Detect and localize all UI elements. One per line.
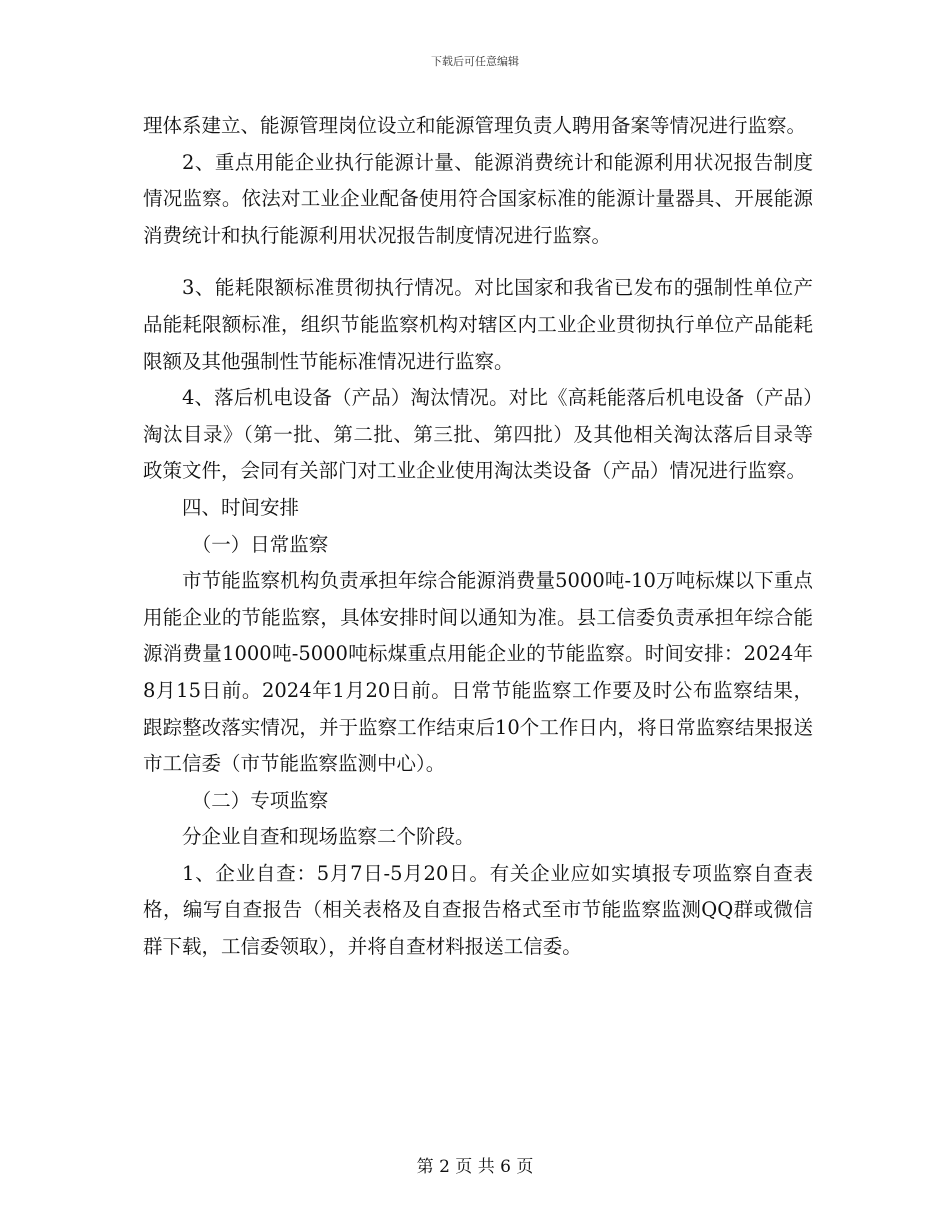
subheading-special-inspection: （二）专项监察: [191, 788, 329, 812]
section-heading-schedule: 四、时间安排: [182, 495, 300, 519]
subheading-daily-inspection: （一）日常监察: [191, 532, 329, 556]
paragraph-two-stages: 分企业自查和现场监察二个阶段。: [182, 825, 475, 849]
paragraph-item-3: 3、能耗限额标准贯彻执行情况。对比国家和我省已发布的强制性单位产品能耗限额标准，组织节能监察机构对辖区内工业企业贯彻执行单位产品能耗限额及其他强制性节能标准情况进行监察。: [143, 276, 813, 373]
paragraph-self-inspection: 1、企业自查：5月7日-5月20日。有关企业应如实填报专项监察自查表格，编写自查报告（相关表格及自查报告格式至市节能监察监测QQ群或微信群下载，工信委领取），并将自查材料报送工信委。: [143, 861, 813, 959]
paragraph-item-2: 2、重点用能企业执行能源计量、能源消费统计和能源利用状况报告制度情况监察。依法对工业企业配备使用符合国家标准的能源计量器具、开展能源消费统计和执行能源利用状况报告制度情况进行监察。: [143, 150, 813, 247]
paragraph-item-4: 4、落后机电设备（产品）淘汰情况。对比《高耗能落后机电设备（产品）淘汰目录》（第一批、第二批、第三批、第四批）及其他相关淘汰落后目录等政策文件，会同有关部门对工业企业使用淘汰类设备（产品）情况进行监察。: [143, 386, 813, 483]
document-body: [143, 108, 813, 966]
paragraph-continuation: 理体系建立、能源管理岗位设立和能源管理负责人聘用备案等情况进行监察。: [143, 114, 807, 137]
page-number-footer: 第 2 页 共 6 页: [416, 1157, 534, 1177]
page-header: 下载后可任意编辑: [431, 55, 519, 68]
paragraph-daily-inspection: 市节能监察机构负责承担年综合能源消费量5000吨-10万吨标煤以下重点用能企业的节能监察，具体安排时间以通知为准。县工信委负责承担年综合能源消费量1000吨-5000吨标煤重点用能企业的节能监察。时间安排：2024年8月15日前。2024年1月20日前。日常节能监察工作要及时公布监察结果，跟踪整改落实情况，并于监察工作结束后10个工作日内，将日常监察结果报送市工信委（市节能监察监测中心）。: [143, 569, 813, 776]
